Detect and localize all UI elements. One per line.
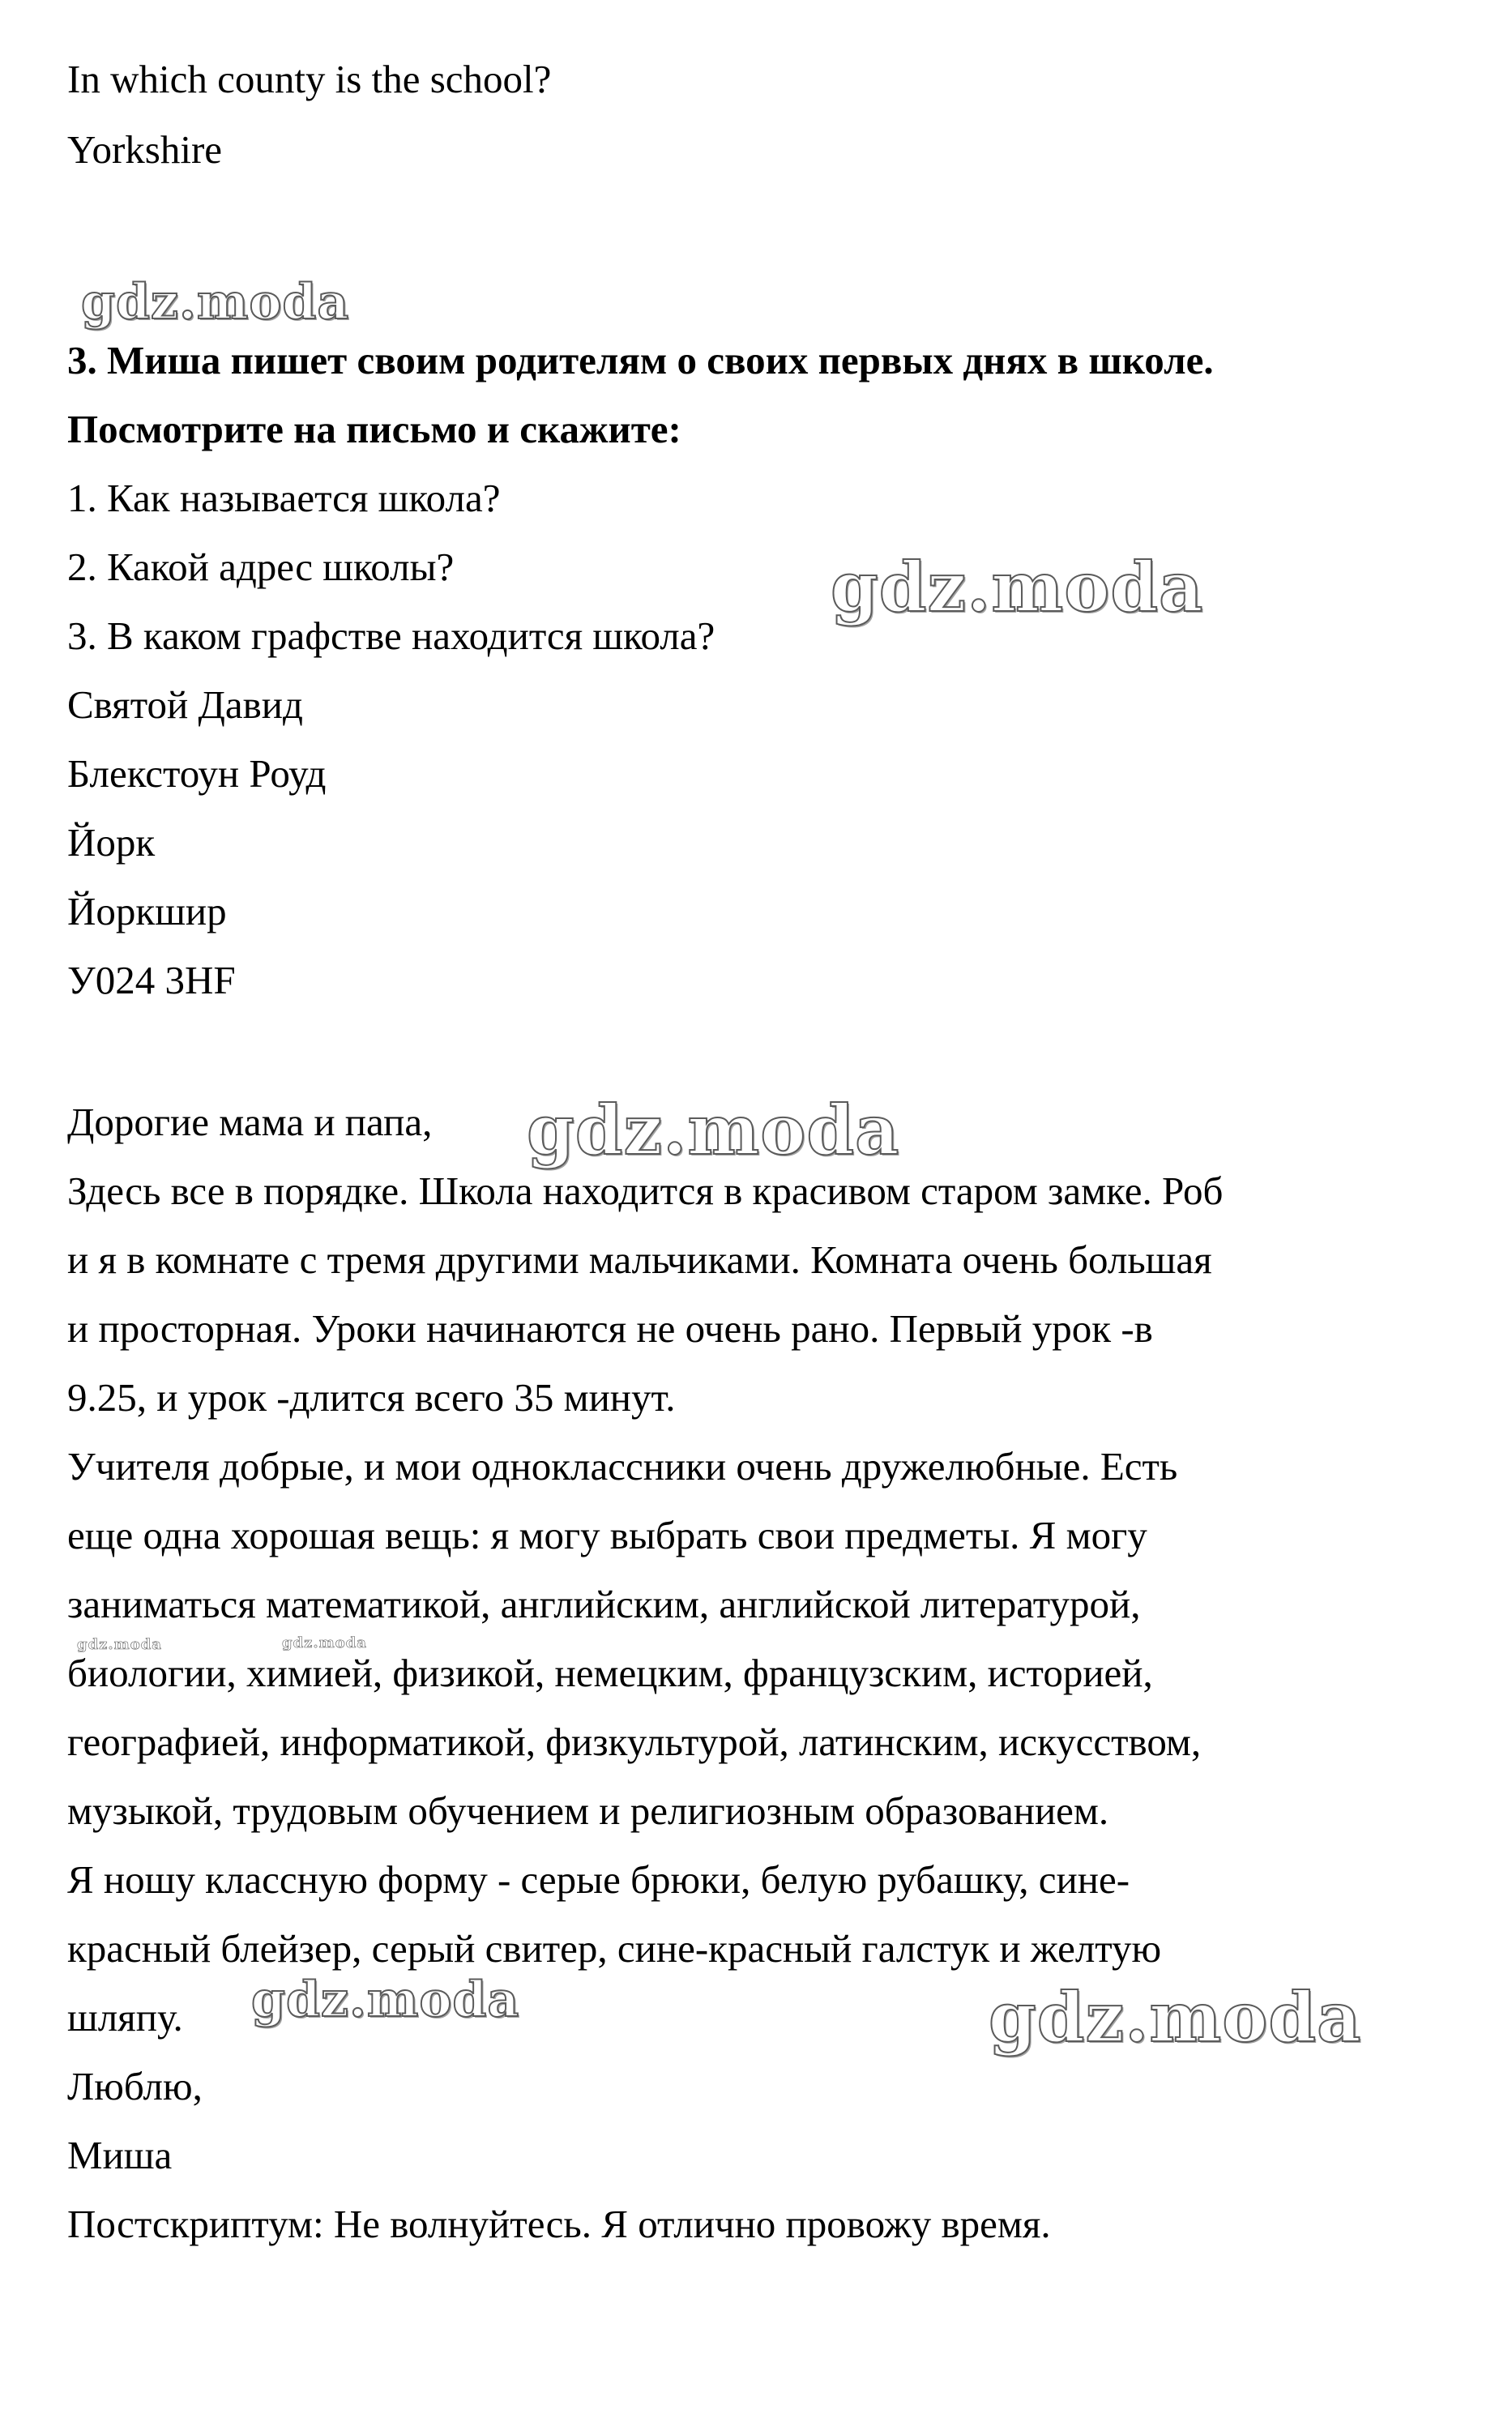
watermark: gdz.moda [282,1634,367,1651]
letter-line: географией, информатикой, физкультурой, латинским, искусством, [67,1720,1202,1764]
letter-line: Я ношу классную форму - серые брюки, белую рубашку, сине- [67,1857,1130,1902]
task-question: 3. В каком графстве находится школа? [67,613,715,658]
watermark: gdz.moda [527,1090,900,1170]
letter-closing: Люблю, [67,2064,203,2108]
address-line: Святой Давид [67,682,303,727]
letter-line: и я в комнате с тремя другими мальчиками. Комната очень большая [67,1237,1212,1282]
letter-line: шляпу. [67,1995,183,2040]
watermark: gdz.moda [77,1636,162,1653]
letter-greeting: Дорогие мама и папа, [67,1100,433,1144]
letter-line: еще одна хорошая вещь: я могу выбрать свои предметы. Я могу [67,1513,1147,1557]
intro-question: In which county is the school? [67,57,552,101]
letter-postscript: Постскриптум: Не волнуйтесь. Я отлично провожу время. [67,2202,1051,2246]
watermark: gdz.moda [989,1977,1362,2057]
address-line: Блекстоун Роуд [67,751,327,796]
letter-line: Здесь все в порядке. Школа находится в красивом старом замке. Роб [67,1168,1224,1213]
letter-line: биологии, химией, физикой, немецким, французским, историей, [67,1651,1153,1695]
task-question: 2. Какой адрес школы? [67,545,455,589]
task-subtitle: Посмотрите на письмо и скажите: [67,407,681,451]
letter-signature: Миша [67,2133,173,2177]
address-line: Йорк [67,820,156,865]
watermark: gdz.moda [81,274,350,331]
letter-line: и просторная. Уроки начинаются не очень рано. Первый урок -в [67,1306,1153,1351]
watermark: gdz.moda [251,1972,520,2028]
letter-line: Учителя добрые, и мои одноклассники очень дружелюбные. Есть [67,1444,1178,1489]
letter-line: музыкой, трудовым обучением и религиозным образованием. [67,1788,1109,1833]
task-question: 1. Как называется школа? [67,476,501,520]
task-title: 3. Миша пишет своим родителям о своих первых днях в школе. [67,338,1214,382]
letter-line: 9.25, и урок -длится всего 35 минут. [67,1375,676,1420]
letter-line: красный блейзер, серый свитер, сине-красный галстук и желтую [67,1926,1162,1971]
intro-answer: Yorkshire [67,127,223,172]
watermark: gdz.moda [831,547,1204,627]
address-line: Йоркшир [67,889,227,933]
letter-line: заниматься математикой, английским, английской литературой, [67,1582,1141,1626]
address-line: У024 3HF [67,958,236,1002]
